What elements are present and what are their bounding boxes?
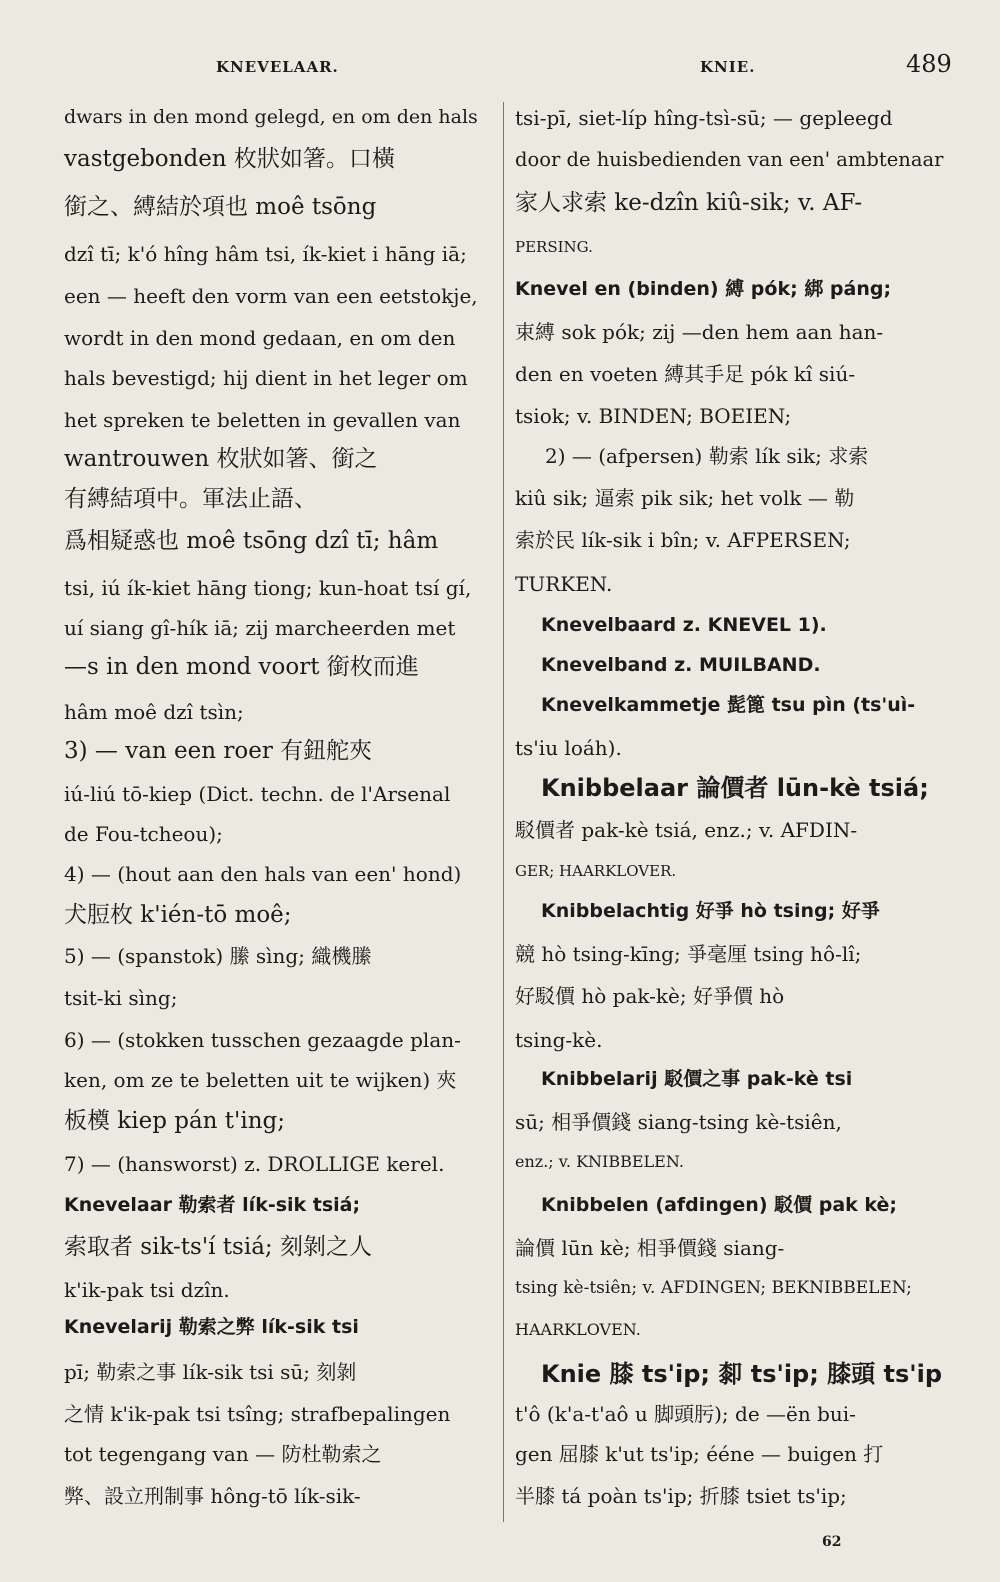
text-line: tot tegengang van — 防杜勒索之 <box>64 1442 382 1466</box>
text-line: 5) — (spanstok) 縢 sìng; 織機縢 <box>64 944 372 968</box>
text-line: enz.; v. KNIBBELEN. <box>515 1152 684 1171</box>
text-line: uí siang gî-hík iā; zij marcheerden met <box>64 616 456 640</box>
text-line: 犬脰枚 k'ién-tō moê; <box>64 902 292 928</box>
running-head-center: KNIE. <box>700 58 756 76</box>
text-line: tsi-pī, siet-líp hîng-tsì-sū; — gepleegd <box>515 106 893 130</box>
text-line: sū; 相爭價錢 siang-tsing kè-tsiên, <box>515 1110 842 1134</box>
text-line: ts'iu loáh). <box>515 736 622 760</box>
text-line: den en voeten 縛其手足 pók kî siú- <box>515 362 856 386</box>
text-line: tsi, iú ík-kiet hāng tiong; kun-hoat tsí gí, <box>64 576 472 600</box>
entry-line: Knie 膝 ts'ip; 厀 ts'ip; 膝頭 ts'ip <box>541 1360 943 1388</box>
text-line: 索取者 sik-ts'í tsiá; 刻剝之人 <box>64 1234 372 1260</box>
text-line: k'ik-pak tsi dzîn. <box>64 1278 230 1302</box>
text-line: wantrouwen 枚狀如箸、銜之 <box>64 446 378 472</box>
text-line: t'ô (k'a-t'aô u 脚頭肟); de —ën bui- <box>515 1402 856 1426</box>
text-line: tsing-kè. <box>515 1028 603 1052</box>
text-line: hals bevestigd; hij dient in het leger om <box>64 366 468 390</box>
text-line: wordt in den mond gedaan, en om den <box>64 326 456 350</box>
text-line: hâm moê dzî tsìn; <box>64 700 244 724</box>
entry-line: Knibbelaar 論價者 lūn-kè tsiá; <box>541 774 929 802</box>
entry-line: Knevelbaard z. KNEVEL 1). <box>541 614 827 636</box>
text-line: pī; 勒索之事 lík-sik tsi sū; 刻剝 <box>64 1360 357 1384</box>
text-line: gen 屈膝 k'ut ts'ip; ééne — buigen 打 <box>515 1442 884 1466</box>
entry-line: Knevelarij 勒索之弊 lík-sik tsi <box>64 1316 359 1338</box>
text-line: 索於民 lík-sik i bîn; v. AFPERSEN; <box>515 528 851 552</box>
text-line: 半膝 tá poàn ts'ip; 折膝 tsiet ts'ip; <box>515 1484 847 1508</box>
text-line: ken, om ze te beletten uit te wijken) 夾 <box>64 1068 457 1092</box>
text-line: TURKEN. <box>515 572 613 596</box>
text-line: 好駁價 hò pak-kè; 好爭價 hò <box>515 984 785 1008</box>
text-line: 家人求索 ke-dzîn kiû-sik; v. AF- <box>515 190 863 216</box>
text-line: 有縛結項中。軍法止語、 <box>64 486 317 512</box>
text-line: 4) — (hout aan den hals van een' hond) <box>64 862 462 886</box>
entry-line: Knevelaar 勒索者 lík-sik tsiá; <box>64 1194 361 1216</box>
text-line: iú-liú tō-kiep (Dict. techn. de l'Arsenal <box>64 782 451 806</box>
text-line: 之情 k'ik-pak tsi tsîng; strafbepalingen <box>64 1402 451 1426</box>
text-line: kiû sik; 逼索 pik sik; het volk — 勒 <box>515 486 855 510</box>
entry-line: Knibbelarij 駁價之事 pak-kè tsi <box>541 1068 853 1090</box>
text-line: 爲相疑惑也 moê tsōng dzî tī; hâm <box>64 528 439 554</box>
signature-mark: 62 <box>822 1534 842 1550</box>
text-line: 6) — (stokken tusschen gezaagde plan- <box>64 1028 461 1052</box>
text-line: vastgebonden 枚狀如箸。口橫 <box>64 146 395 172</box>
text-line: HAARKLOVEN. <box>515 1320 641 1339</box>
text-line: 7) — (hansworst) z. DROLLIGE kerel. <box>64 1152 445 1176</box>
text-line: de Fou-tcheou); <box>64 822 223 846</box>
text-line: door de huisbedienden van een' ambtenaar <box>515 148 944 171</box>
text-line: 束縛 sok pók; zij —den hem aan han- <box>515 320 884 344</box>
text-line: 駁價者 pak-kè tsiá, enz.; v. AFDIN- <box>515 818 858 842</box>
entry-line: Knevelband z. MUILBAND. <box>541 654 821 676</box>
text-line: 論價 lūn kè; 相爭價錢 siang- <box>515 1236 785 1260</box>
text-line: —s in den mond voort 銜枚而進 <box>64 654 419 680</box>
text-line: dzî tī; k'ó hîng hâm tsi, ík-kiet i hāng iā; <box>64 242 467 266</box>
text-line: PERSING. <box>515 238 593 256</box>
entry-line: Knevelkammetje 髭篦 tsu pìn (ts'uì- <box>541 694 916 716</box>
text-line: het spreken te beletten in gevallen van <box>64 408 461 432</box>
text-line: tsing kè-tsiên; v. AFDINGEN; BEKNIBBELEN; <box>515 1278 912 1298</box>
text-line: tsit-ki sìng; <box>64 986 178 1010</box>
entry-line: Knevel en (binden) 縛 pók; 綁 páng; <box>515 278 892 300</box>
text-line: een — heeft den vorm van een eetstokje, <box>64 284 478 308</box>
entry-line: Knibbelen (afdingen) 駁價 pak kè; <box>541 1194 898 1216</box>
running-head-left: KNEVELAAR. <box>216 58 339 76</box>
column-divider <box>503 102 504 1522</box>
text-line: 弊、設立刑制事 hông-tō lík-sik- <box>64 1484 361 1508</box>
page-number: 489 <box>906 50 952 78</box>
text-line: 銜之、縛結於項也 moê tsōng <box>64 194 377 220</box>
text-line: 板橂 kiep pán t'ing; <box>64 1108 286 1134</box>
text-line: dwars in den mond gelegd, en om den hals <box>64 106 478 128</box>
text-line: tsiok; v. BINDEN; BOEIEN; <box>515 404 792 428</box>
text-line: 競 hò tsing-kīng; 爭毫厘 tsing hô-lî; <box>515 942 862 966</box>
text-line: 3) — van een roer 有鈕舵夾 <box>64 738 373 764</box>
text-line: 2) — (afpersen) 勒索 lík sik; 求索 <box>545 444 869 468</box>
entry-line: Knibbelachtig 好爭 hò tsing; 好爭 <box>541 900 880 922</box>
text-line: GER; HAARKLOVER. <box>515 862 677 880</box>
